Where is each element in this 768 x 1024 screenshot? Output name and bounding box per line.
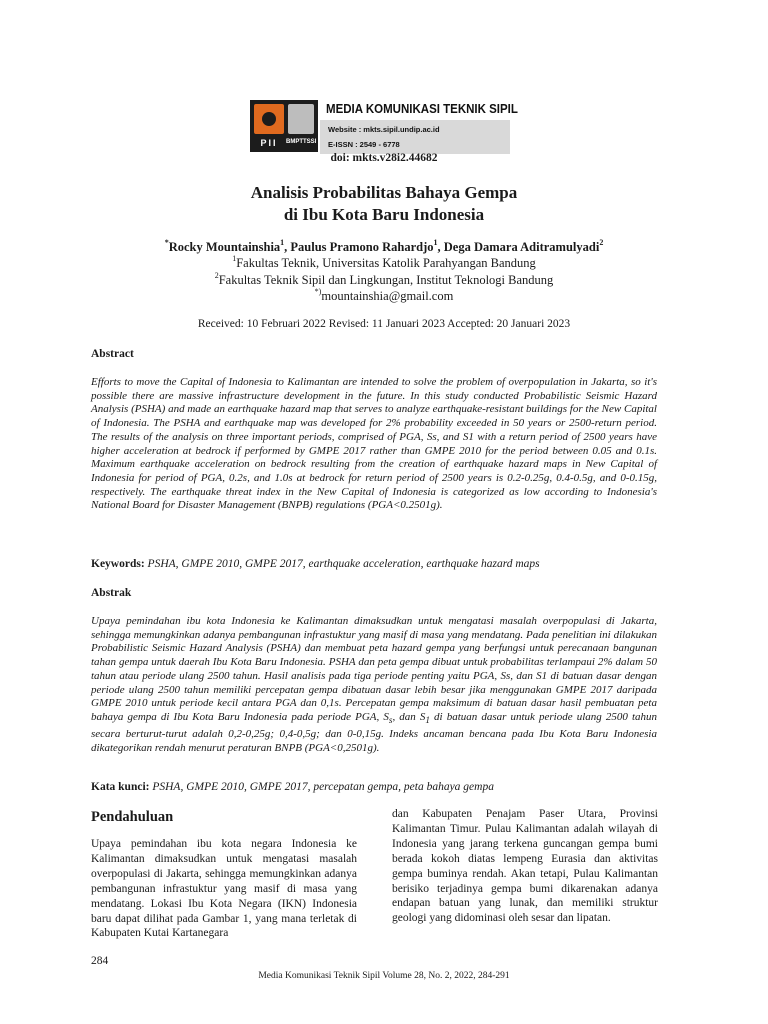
kata-kunci-value: PSHA, GMPE 2010, GMPE 2017, percepatan gempa, peta bahaya gempa <box>152 781 494 793</box>
corresponding-email <box>0 289 768 304</box>
affiliation-2 <box>0 273 768 288</box>
author-1: Rocky Mountainshia <box>168 240 281 254</box>
corresponding-mark: * <box>164 238 169 247</box>
body-column-left: Upaya pemindahan ibu kota negara Indonesia ke Kalimantan dimaksudkan untuk mengatasi masalah overpopulasi di Jakarta, sehingga memungkinkan adanya pembangunan infrastuktur yang masif di masa yang mendatang. Lokasi Ibu Kota Negara (IKN) Indonesia baru dapat dilihat pada Gambar 1, yang mana terletak di Kabupaten Kutai Kartanegara <box>91 838 357 940</box>
abstrak-text <box>91 615 657 755</box>
pii-emblem-icon <box>254 104 284 134</box>
page-footer: Media Komunikasi Teknik Sipil Volume 28, No. 2, 2022, 284-291 <box>258 971 510 981</box>
journal-eissn: E-ISSN : 2549 - 6778 <box>328 140 400 149</box>
abstrak-subscript-1: 1 <box>425 715 430 726</box>
abstract-text: Efforts to move the Capital of Indonesia to Kalimantan are intended to solve the problem of overpopulation in Jakarta, so it's possible there are massive infrastructure development in the future. In this study conducted Probabilistic Seismic Hazard Analysis (PSHA) and made an earthquake hazard map that serves to analyze earthquake-resistant buildings for the New Capital of Indonesia. The PSHA and earthquake map was developed for 2% probability exceeded in 50 years or 2500-return period. The results of the analysis on three important periods, comprised of PGA, Ss, and S1 with a return period of 2500 years have higher acceleration at bedrock if performed by GMPE 2017 rather than GMPE 2010 for the period between 0.05 and 0.1s. Maximum earthquake acceleration on bedrock resulting from the creation of earthquake hazard maps in New Capital of Indonesia for period of PGA, 0.2s, and 1.0s at bedrock for return period of 2500 years is 0.2-0.25g, 0.4-0.5g, and 0-0.15g, respectively. The earthquake threat index in the New Capital of Indonesia is categorized as low according to Indonesia's National Board for Disaster Management (BNPB) regulations (PGA<0.2501g). <box>91 376 657 512</box>
title-line-2: di Ibu Kota Baru Indonesia <box>283 205 485 224</box>
submission-dates: Received: 10 Februari 2022 Revised: 11 Januari 2023 Accepted: 20 Januari 2023 <box>197 318 571 330</box>
affiliation-1-text: Fakultas Teknik, Universitas Katolik Parahyangan Bandung <box>236 256 536 270</box>
kata-kunci-label: Kata kunci: <box>91 781 150 793</box>
paper-title <box>0 182 768 226</box>
email-text[interactable]: mountainshia@gmail.com <box>321 289 454 303</box>
author-separator: , <box>437 240 444 254</box>
abstrak-text-part-3: di batuan dasar untuk periode ulang 2500 tahun secara berturut-turut adalah 0,2-0,25g; 0,4-0,5g; dan 0-0,15g. Indeks ancaman bencana pada Ibu Kota Baru Indonesia dikategorikan rendah menurut peraturan BNPB (PGA<0,2501g). <box>91 710 658 754</box>
author-3: Dega Damara Aditramulyadi <box>443 240 600 254</box>
affiliation-1-mark: 1 <box>232 254 237 263</box>
kata-kunci <box>91 781 691 793</box>
author-2: Paulus Pramono Rahardjo <box>290 240 434 254</box>
title-line-1: Analisis Probabilitas Bahaya Gempa <box>250 183 518 202</box>
bmpttssi-emblem-icon <box>288 104 314 134</box>
section-heading: Pendahuluan <box>91 809 174 825</box>
author-2-affil: 1 <box>433 238 438 247</box>
abstrak-heading: Abstrak <box>91 587 132 599</box>
journal-logo <box>250 100 318 152</box>
journal-name: MEDIA KOMUNIKASI TEKNIK SIPIL <box>326 102 518 116</box>
author-list <box>0 240 768 255</box>
keywords-value: PSHA, GMPE 2010, GMPE 2017, earthquake acceleration, earthquake hazard maps <box>147 558 540 570</box>
page-number: 284 <box>91 955 109 967</box>
abstrak-text-part-2: , dan S <box>392 710 426 723</box>
abstrak-text-part-1: Upaya pemindahan ibu kota Indonesia ke Kalimantan dimaksudkan untuk mengatasi masalah overpopulasi di Jakarta, sehingga memungkinkan adanya pembangunan infrastuktur yang masif di masa yang mendatang. Pada penelitian ini dilakukan Probabilistic Seismic Hazard Analysis (PSHA) dan membuat peta hazard gempa yang berfungsi untuk perecanaan bangunan tahan gempa untuk daerah Ibu Kota Baru Indonesia. PSHA dan peta gempa dibuat untuk probabilitas terlampaui 2% dalam 50 tahun atau periode ulang 2500 tahun. Hasil analisis pada tiga periode penting yaitu PGA, Ss, dan S1 di batuan dasar dengan periode ulang 2500 tahun memiliki percepatan gempa dibatuan dasar lebih besar jika menggunakan GMPE 2017 daripada GMPE 2010 untuk periode kecil antara PGA dan 0,1s. Percepatan gempa maksimum di batuan dasar hasil pembuatan peta bahaya gempa di Ibu Kota Baru Indonesia pada periode PGA, S <box>91 615 657 723</box>
affiliation-2-mark: 2 <box>214 271 219 280</box>
logo-bmp-text: BMPTTSSI <box>286 139 317 145</box>
affiliation-2-text: Fakultas Teknik Sipil dan Lingkungan, Institut Teknologi Bandung <box>218 273 554 287</box>
author-separator: , <box>284 240 291 254</box>
keywords-label: Keywords: <box>91 558 145 570</box>
abstrak-subscript-s: s <box>388 715 393 726</box>
logo-pii-text: PII <box>260 138 278 148</box>
doi: doi: mkts.v28i2.44682 <box>330 152 438 164</box>
journal-header <box>250 100 518 152</box>
email-mark: *) <box>314 287 322 296</box>
journal-website: Website : mkts.sipil.undip.ac.id <box>328 125 440 134</box>
affiliation-1 <box>0 256 768 271</box>
author-1-affil: 1 <box>280 238 285 247</box>
abstract-heading: Abstract <box>91 348 134 360</box>
keywords <box>91 558 691 570</box>
body-column-right: dan Kabupaten Penajam Paser Utara, Provinsi Kalimantan Timur. Pulau Kalimantan adalah wilayah di Indonesia yang jarang terkena guncangan gempa bumi berada kokoh diatas lempeng Eurasia dan aktivitas gempa buminya rendah. Akan tetapi, Pulau Kalimantan berisiko terjadinya gempa bumi dikarenakan adanya endapan batuan yang lunak, dan memiliki struktur geologi yang didominasi oleh sesar dan lipatan. <box>392 808 658 925</box>
author-3-affil: 2 <box>599 238 604 247</box>
